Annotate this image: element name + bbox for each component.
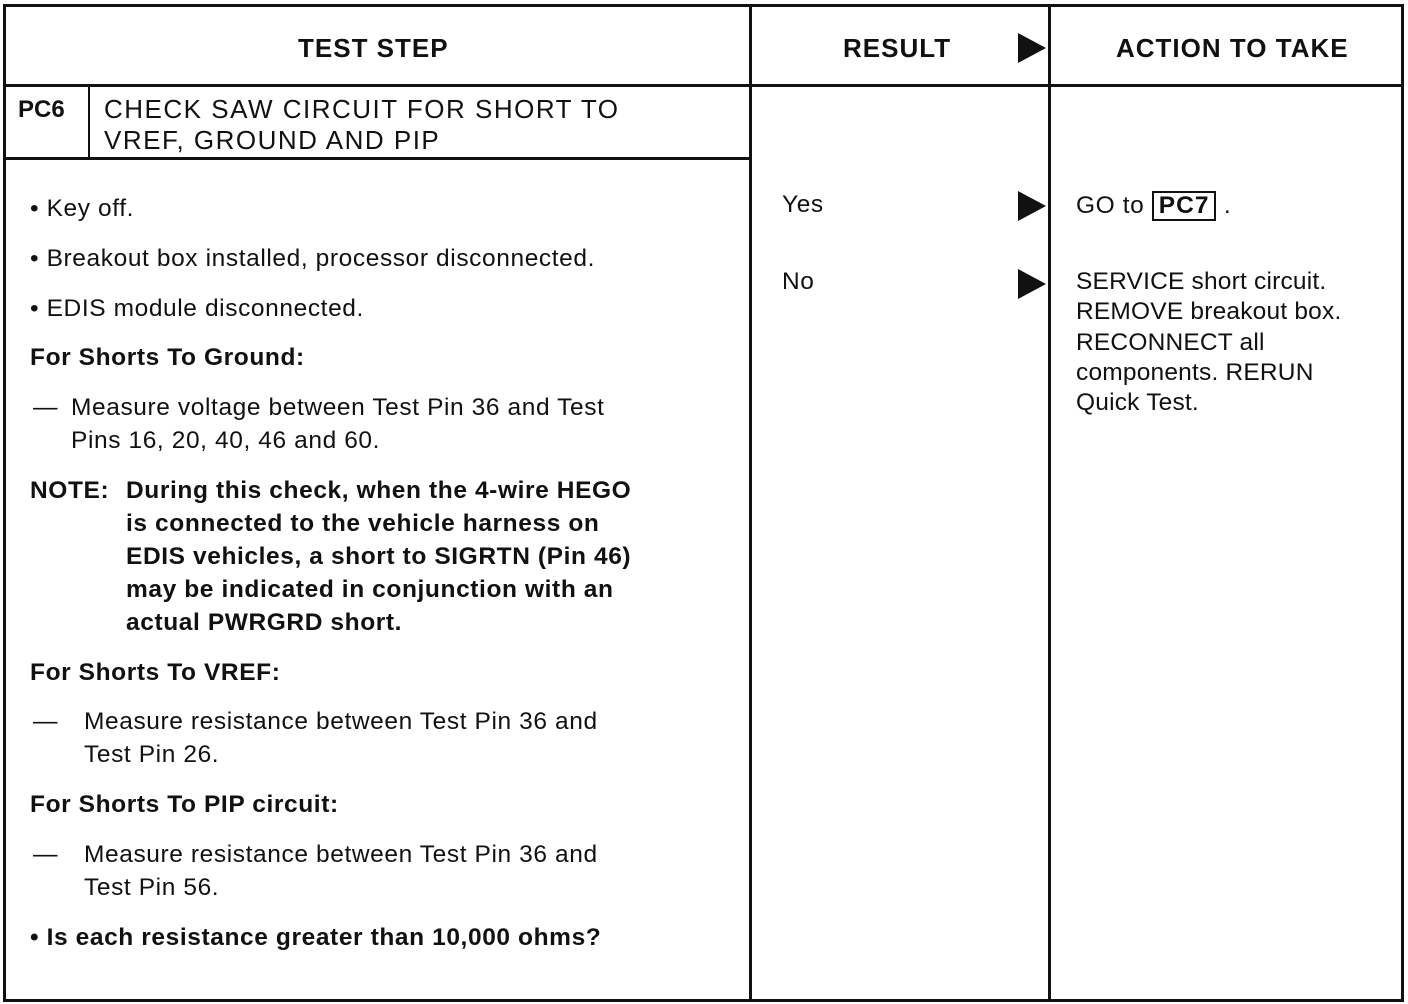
bullet-2-text: Breakout box installed, processor disconnected. <box>46 245 596 272</box>
note-line4: may be indicated in conjunction with an <box>126 576 614 603</box>
action-yes-suffix: . <box>1223 192 1232 219</box>
step-title-line1: CHECK SAW CIRCUIT FOR SHORT TO <box>104 94 620 124</box>
step-id: PC6 <box>18 96 65 123</box>
action-no-line3: RECONNECT all <box>1076 329 1265 356</box>
note-label: NOTE: <box>30 477 110 504</box>
header-arrow-icon <box>1018 33 1046 63</box>
bullet-1: • Key off. <box>30 195 135 222</box>
ground-heading: For Shorts To Ground: <box>30 344 305 371</box>
header-test-step: TEST STEP <box>298 33 449 63</box>
result-yes-arrow-icon <box>1018 191 1046 221</box>
action-no-line4: components. RERUN <box>1076 359 1314 386</box>
step-id-divider <box>88 86 90 158</box>
table-border-top <box>3 4 1403 7</box>
vref-heading: For Shorts To VREF: <box>30 659 281 686</box>
column-divider-1 <box>749 4 752 1002</box>
question-text: Is each resistance greater than 10,000 ohms? <box>46 924 602 951</box>
table-border-left <box>3 4 6 1002</box>
action-no-line5: Quick Test. <box>1076 389 1199 416</box>
pip-dash: — <box>33 841 59 868</box>
note-line2: is connected to the vehicle harness on <box>126 510 600 537</box>
action-no-line2: REMOVE breakout box. <box>1076 298 1342 325</box>
pip-heading: For Shorts To PIP circuit: <box>30 791 339 818</box>
header-action: ACTION TO TAKE <box>1116 33 1349 63</box>
vref-dash: — <box>33 708 59 735</box>
result-no: No <box>782 268 815 295</box>
pc7-reference-box: PC7 <box>1152 191 1217 221</box>
bullet-1-text: Key off. <box>46 195 135 222</box>
pip-line1: Measure resistance between Test Pin 36 and <box>84 841 598 868</box>
step-title-line2: VREF, GROUND AND PIP <box>104 125 441 155</box>
question: • Is each resistance greater than 10,000 ohms? <box>30 924 602 951</box>
ground-line1: Measure voltage between Test Pin 36 and Test <box>71 394 605 421</box>
ground-dash: — <box>33 394 59 421</box>
header-result: RESULT <box>843 33 952 63</box>
vref-line2: Test Pin 26. <box>84 741 220 768</box>
bullet-2: • Breakout box installed, processor disconnected. <box>30 245 596 272</box>
bullet-3: • EDIS module disconnected. <box>30 295 364 322</box>
note-line3: EDIS vehicles, a short to SIGRTN (Pin 46) <box>126 543 632 570</box>
bullet-3-text: EDIS module disconnected. <box>46 295 364 322</box>
action-yes-prefix: GO to <box>1076 192 1145 219</box>
ground-line2: Pins 16, 20, 40, 46 and 60. <box>71 427 381 454</box>
action-yes <box>1076 191 1231 221</box>
note-line5: actual PWRGRD short. <box>126 609 403 636</box>
vref-line1: Measure resistance between Test Pin 36 and <box>84 708 598 735</box>
table-border-bottom <box>3 999 1403 1002</box>
result-yes: Yes <box>782 191 824 218</box>
result-no-arrow-icon <box>1018 269 1046 299</box>
column-divider-2 <box>1048 4 1051 1002</box>
header-divider <box>3 84 1403 87</box>
step-title-underline <box>3 157 751 160</box>
table-border-right <box>1401 4 1404 1002</box>
note-line1: During this check, when the 4-wire HEGO <box>126 477 632 504</box>
action-no-line1: SERVICE short circuit. <box>1076 268 1327 295</box>
pip-line2: Test Pin 56. <box>84 874 220 901</box>
